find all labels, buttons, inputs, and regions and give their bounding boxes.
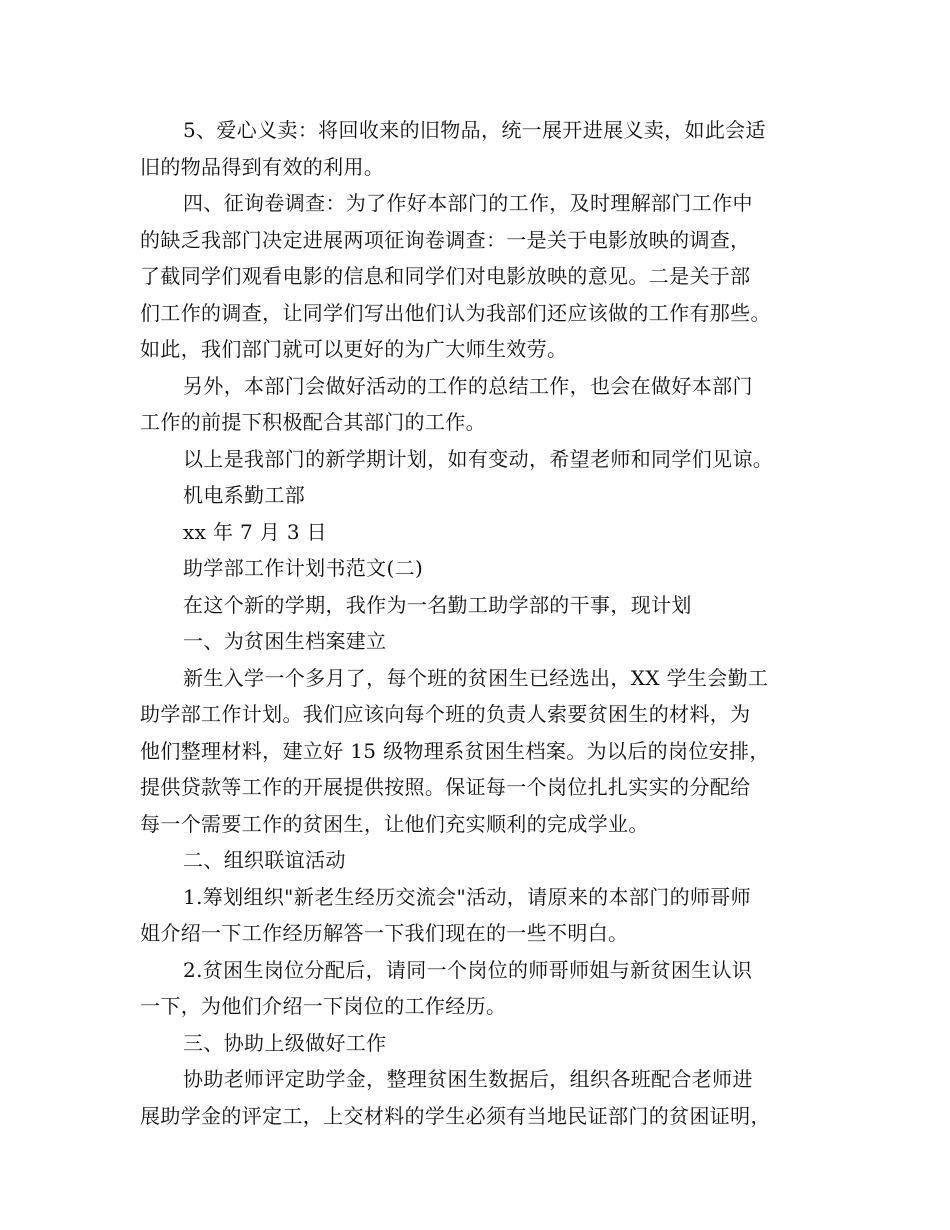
text-line: 二、组织联谊活动 <box>183 848 346 872</box>
text-line: 旧的物品得到有效的利用。 <box>140 154 385 179</box>
text-line: 助学部工作计划。我们应该向每个班的负责人索要贫困生的材料，为 <box>140 702 751 726</box>
text-line: 5、爱心义卖：将回收来的旧物品，统一展开进展义卖，如此会适 <box>183 118 766 142</box>
text-line: 新生入学一个多月了，每个班的贫困生已经选出，XX 学生会勤工 <box>183 665 769 690</box>
text-line: 了截同学们观看电影的信息和同学们对电影放映的意见。二是关于部 <box>140 264 751 288</box>
text-line: 们工作的调查，让同学们写出他们认为我部们还应该做的工作有那些。 <box>140 300 771 325</box>
text-line: 以上是我部门的新学期计划，如有变动，希望老师和同学们见谅。 <box>183 446 774 471</box>
text-line: 另外，本部门会做好活动的工作的总结工作，也会在做好本部门 <box>183 373 753 398</box>
text-line: 每一个需要工作的贫困生，让他们充实顺利的完成学业。 <box>140 811 649 836</box>
text-line: 工作的前提下积极配合其部门的工作。 <box>140 410 486 434</box>
text-line: 如此，我们部门就可以更好的为广大师生效劳。 <box>140 337 568 361</box>
text-line: xx 年 7 月 3 日 <box>183 519 327 544</box>
text-line: 一下，为他们介绍一下岗位的工作经历。 <box>140 994 507 1018</box>
text-line: 协助老师评定助学金，整理贫困生数据后，组织各班配合老师进 <box>183 1067 753 1091</box>
text-line: 机电系勤工部 <box>183 483 306 507</box>
text-line: 展助学金的评定工，上交材料的学生必须有当地民证部门的贫困证明， <box>140 1103 771 1128</box>
text-line: 1.筹划组织"新老生经历交流会"活动，请原来的本部门的师哥师 <box>183 884 751 909</box>
text-line: 的缺乏我部门决定进展两项征询卷调查：一是关于电影放映的调查， <box>140 227 751 252</box>
document-body <box>140 112 825 1134</box>
text-line: 一、为贫困生档案建立 <box>183 629 387 653</box>
text-line: 提供贷款等工作的开展提供按照。保证每一个岗位扎扎实实的分配给 <box>140 775 751 799</box>
text-line: 三、协助上级做好工作 <box>183 1030 387 1055</box>
text-line: 助学部工作计划书范文(二) <box>183 556 424 580</box>
text-line: 2.贫困生岗位分配后，请同一个岗位的师哥师姐与新贫困生认识 <box>183 957 753 982</box>
text-line: 姐介绍一下工作经历解答一下我们现在的一些不明白。 <box>140 921 629 945</box>
text-line: 四、征询卷调查：为了作好本部门的工作，及时理解部门工作中 <box>183 191 753 215</box>
text-line: 他们整理材料，建立好 15 级物理系贫困生档案。为以后的岗位安排， <box>140 738 770 763</box>
text-line: 在这个新的学期，我作为一名勤工助学部的干事，现计划 <box>183 592 692 617</box>
